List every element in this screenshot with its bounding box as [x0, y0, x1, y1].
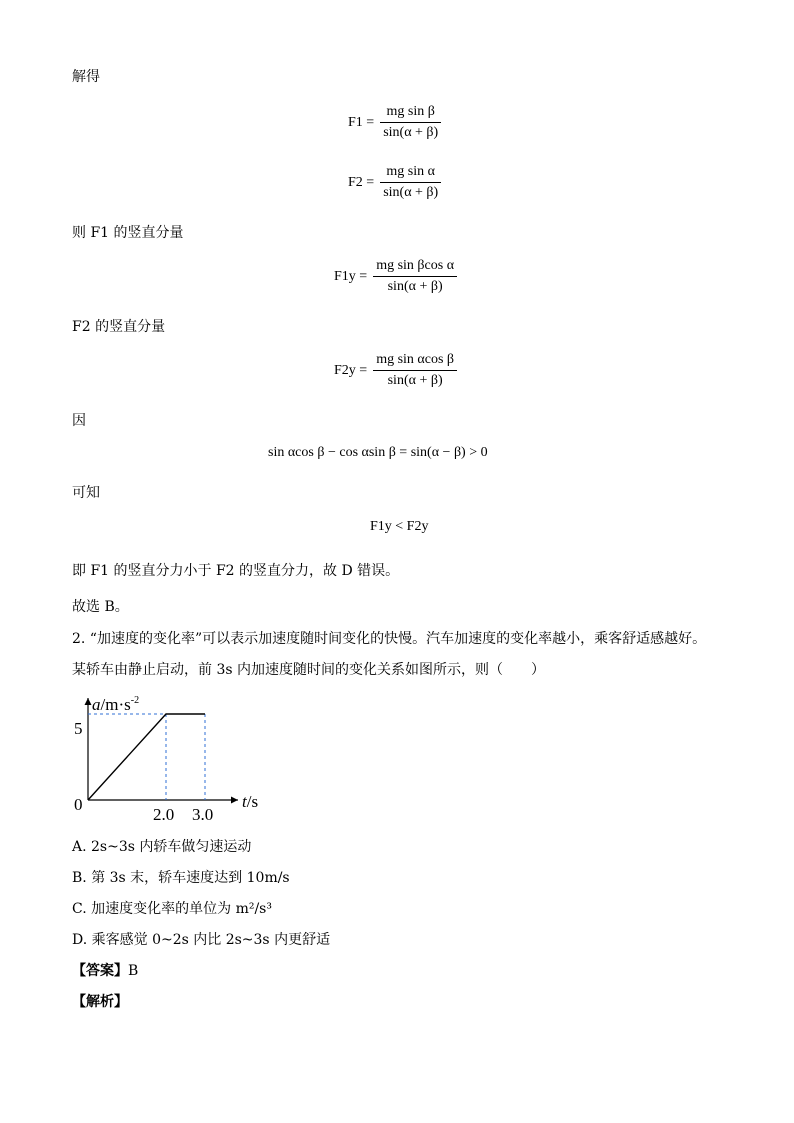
equation-F2y-denominator: sin(α + β) — [387, 373, 443, 388]
analysis-tag: 【解析】 — [72, 994, 128, 1010]
equation-F2-denominator: sin(α + β) — [383, 185, 439, 200]
equation-F1y — [334, 258, 457, 295]
option-a: A. 2s~3s 内轿车做匀速运动 — [72, 839, 252, 855]
question-stem-line2: 某轿车由静止启动，前 3s 内加速度随时间的变化关系如图所示，则（ ） — [72, 662, 545, 678]
x-tick-label: 2.0 — [153, 805, 175, 824]
equation-F1 — [348, 104, 441, 141]
x-axis-label: t/s — [242, 792, 259, 811]
equation-F1y-lhs: F1y = — [334, 268, 368, 284]
y-tick-label: 5 — [74, 719, 83, 738]
equation-F1-denominator: sin(α + β) — [383, 125, 439, 140]
equation-F1-numerator: mg sin β — [386, 104, 435, 119]
acceleration-line — [88, 714, 205, 800]
answer-line — [72, 962, 138, 980]
equation-inequality: sin αcos β − cos αsin β = sin(α − β) > 0 — [268, 445, 488, 460]
text-F1-vertical: 则 F1 的竖直分量 — [72, 225, 184, 241]
origin-label: 0 — [74, 795, 83, 814]
dashed-guides — [88, 714, 205, 800]
equation-F2-lhs: F2 = — [348, 174, 375, 190]
equation-F2y — [334, 352, 457, 389]
text-F2-vertical: F2 的竖直分量 — [72, 319, 166, 335]
x-tick-label: 3.0 — [192, 805, 214, 824]
answer-value: B — [128, 963, 139, 979]
equation-F2 — [348, 164, 441, 201]
equation-compare: F1y < F2y — [370, 519, 429, 534]
equation-F1y-numerator: mg sin βcos α — [376, 258, 455, 273]
text-conclusion: 即 F1 的竖直分力小于 F2 的竖直分力，故 D 错误。 — [72, 563, 400, 579]
equation-F1-lhs: F1 = — [348, 114, 375, 130]
equation-F2y-numerator: mg sin αcos β — [376, 352, 455, 367]
question-stem-line1: 2. “加速度的变化率”可以表示加速度随时间变化的快慢。汽车加速度的变化率越小，乘客舒适感越好。 — [72, 631, 707, 647]
text-yin: 因 — [72, 413, 86, 429]
answer-tag: 【答案】 — [72, 963, 128, 979]
acceleration-time-chart — [70, 690, 280, 830]
option-c: C. 加速度变化率的单位为 m²/s³ — [72, 901, 272, 917]
equation-F2-numerator: mg sin α — [386, 164, 435, 179]
y-axis-label: $a/m\cdot s^{-2}$ — [92, 695, 140, 714]
option-d: D. 乘客感觉 0~2s 内比 2s~3s 内更舒适 — [72, 932, 331, 948]
text-choose: 故选 B。 — [72, 599, 129, 615]
option-b: B. 第 3s 末，轿车速度达到 10m/s — [72, 870, 290, 886]
equation-F1y-denominator: sin(α + β) — [387, 279, 443, 294]
text-jie-de: 解得 — [72, 69, 100, 85]
equation-F2y-lhs: F2y = — [334, 362, 368, 378]
text-ke-zhi: 可知 — [72, 485, 100, 501]
